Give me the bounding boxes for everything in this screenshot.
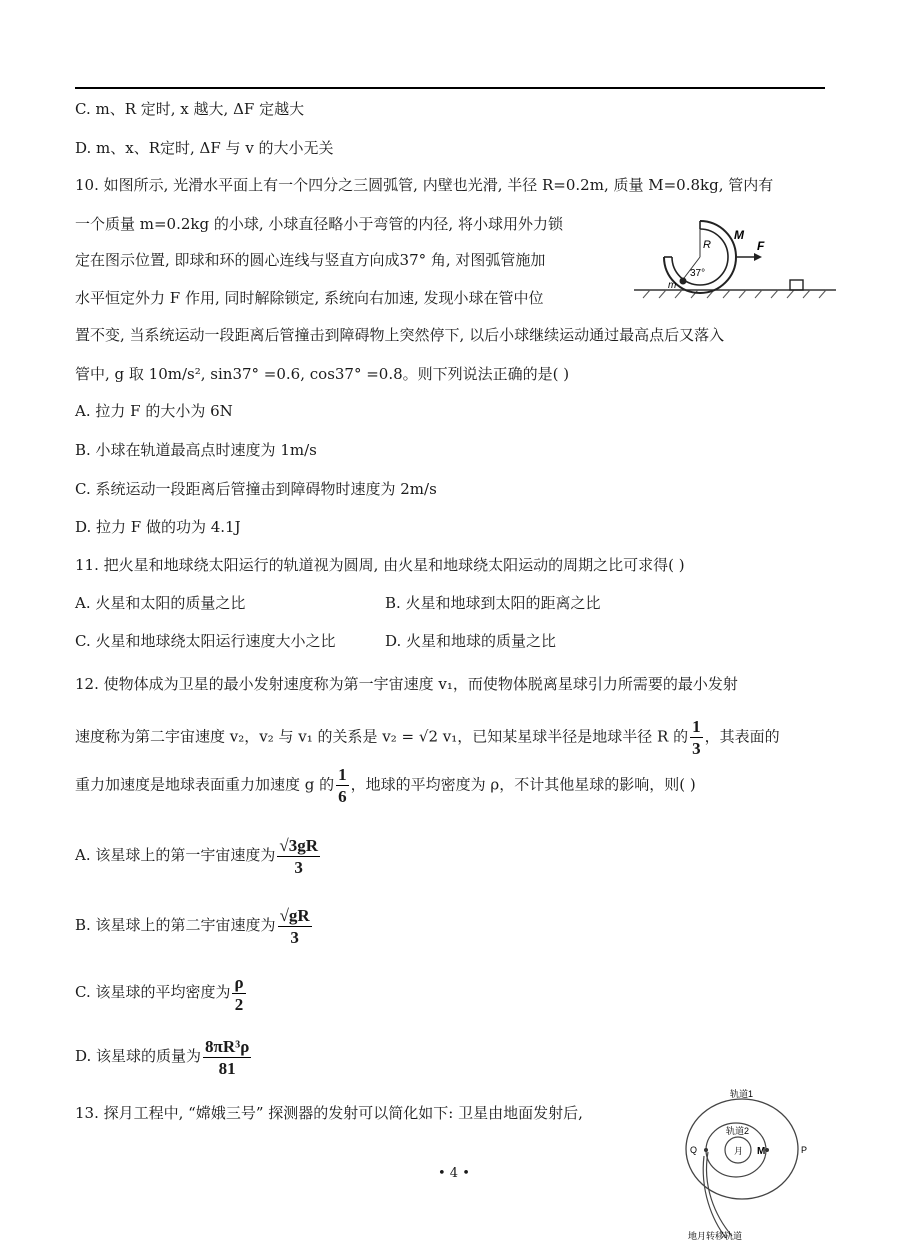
q10-option-d: D. 拉力 F 做的功为 4.1J: [75, 518, 241, 536]
point-m-label: M: [757, 1146, 766, 1157]
label-angle: 37°: [690, 268, 706, 279]
q12-line3-tail: ，地球的平均密度为 ρ，不计其他星球的影响，则( ): [350, 775, 696, 794]
q13-figure: [670, 1086, 830, 1242]
moon-label: 月: [734, 1146, 744, 1156]
q11-option-b: B. 火星和地球到太阳的距离之比: [385, 594, 601, 612]
label-ball-m: m: [668, 280, 677, 291]
q12-line3-text: 重力加速度是地球表面重力加速度 g 的: [75, 775, 335, 794]
q11-option-c: C. 火星和地球绕太阳运行速度大小之比: [75, 632, 336, 650]
q12-line3: [75, 764, 696, 808]
q12-line1: 12. 使物体成为卫星的最小发射速度称为第一宇宙速度 v₁，而使物体脱离星球引力所需要的最小发射: [75, 675, 738, 693]
page-number: • 4 •: [438, 1166, 470, 1181]
q12-option-d: D. 该星球的质量为 $\frac{\text{8πR³ρ}}{81}$: [75, 1036, 250, 1078]
q10-figure: [630, 212, 840, 306]
fraction-option-a: $\frac{√3gR}{3}$: [279, 835, 318, 877]
q10-option-b: B. 小球在轨道最高点时速度为 1m/s: [75, 441, 317, 459]
q12-option-b: B. 该星球上的第二宇宙速度为 $\frac{√gR}{3}$: [75, 905, 310, 947]
q11-stem: 11. 把火星和地球绕太阳运行的轨道视为圆周, 由火星和地球绕太阳运动的周期之比可求得( ): [75, 556, 685, 574]
q10-line6: 管中, g 取 10m/s², sin37° =0.6, cos37° =0.8。则下列说法正确的是( ): [75, 365, 570, 383]
q12-line2-tail: ，其表面的: [704, 727, 780, 746]
option-d-prev: D. m、x、R定时, ΔF 与 v 的大小无关: [75, 139, 334, 157]
q10-line1: 10. 如图所示, 光滑水平面上有一个四分之三圆弧管, 内壁也光滑, 半径 R=0.2m, 质量 M=0.8kg, 管内有: [75, 176, 774, 194]
point-q-label: Q: [690, 1145, 698, 1155]
option-c-prev: C. m、R 定时, x 越大, ΔF 定越大: [75, 100, 305, 118]
label-r: R: [703, 239, 711, 251]
q12-option-c: C. 该星球的平均密度为 $\frac{\rho}{2}$: [75, 972, 244, 1014]
fraction-option-c: $\frac{\rho}{2}$: [234, 972, 244, 1014]
q10-line2: 一个质量 m=0.2kg 的小球, 小球直径略小于弯管的内径, 将小球用外力锁: [75, 215, 563, 233]
q13-stem: 13. 探月工程中, “嫦娥三号” 探测器的发射可以简化如下: 卫星由地面发射后,: [75, 1104, 583, 1122]
point-p-label: P: [801, 1145, 808, 1155]
q12-option-a: A. 该星球上的第一宇宙速度为 $\frac{√3gR}{3}$: [75, 835, 318, 877]
q10-option-c: C. 系统运动一段距离后管撞击到障碍物时速度为 2m/s: [75, 480, 437, 498]
fraction-one-sixth: $\frac{1}{6}$: [338, 765, 347, 806]
obstacle-block: [790, 280, 803, 290]
fraction-option-b: $\frac{√gR}{3}$: [279, 905, 310, 947]
q12-line2-text: 速度称为第二宇宙速度 v₂，v₂ 与 v₁ 的关系是 v₂ = √2 v₁，已知某星球半径是地球半径 R 的: [75, 727, 689, 746]
fraction-one-third: $\frac{1}{3}$: [692, 717, 701, 758]
orbit1-label: 轨道1: [730, 1089, 754, 1099]
q12-line2: [75, 716, 780, 760]
fraction-option-d: $\frac{\text{8πR³ρ}}{81}$: [205, 1036, 250, 1078]
q10-option-a: A. 拉力 F 的大小为 6N: [75, 402, 233, 420]
label-force-f: F: [757, 239, 765, 253]
transfer-orbit-label: 地月转移轨道: [688, 1231, 743, 1241]
q11-option-a: A. 火星和太阳的质量之比: [75, 594, 246, 612]
orbit2-label: 轨道2: [726, 1126, 750, 1136]
q10-line5: 置不变, 当系统运动一段距离后管撞击到障碍物上突然停下, 以后小球继续运动通过最高点后又落入: [75, 326, 725, 344]
q11-option-d: D. 火星和地球的质量之比: [385, 632, 557, 650]
label-mass-m-big: M: [734, 228, 744, 242]
header-rule: [75, 87, 825, 89]
q10-line3: 定在图示位置, 即球和环的圆心连线与竖直方向成37° 角, 对图弧管施加: [75, 251, 546, 269]
q10-line4: 水平恒定外力 F 作用, 同时解除锁定, 系统向右加速, 发现小球在管中位: [75, 289, 544, 307]
